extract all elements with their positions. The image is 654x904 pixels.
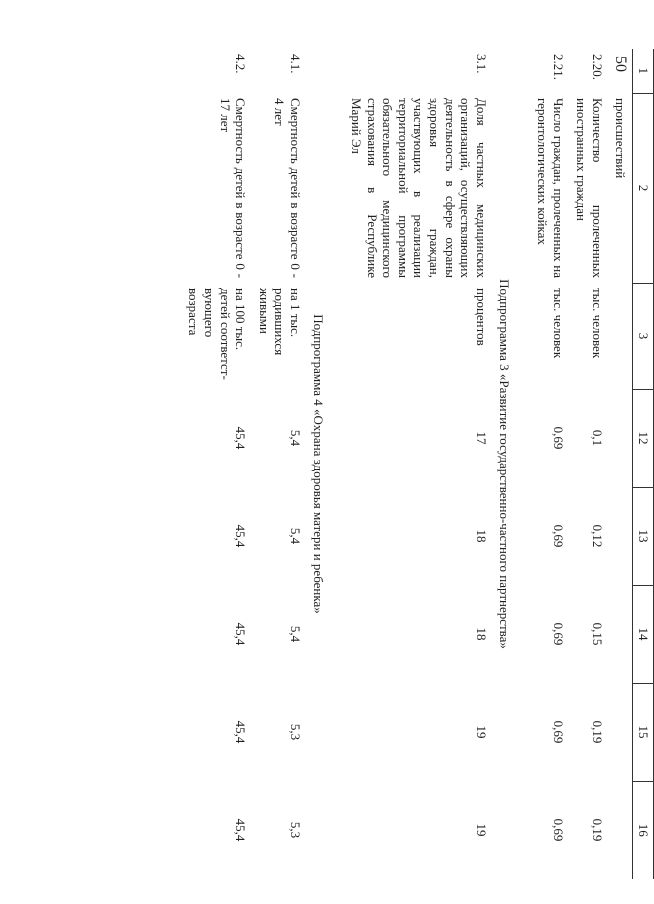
indicators-table (168, 49, 654, 879)
value-col-12: 45,4 (233, 426, 249, 450)
indicator-name: Доля частных медицинских организаций, осуществляющих деятельность в сфере охраны здоровья граждан, участвующих в реализации территориальной программы обязательного медицинского страхования в Республике Марий Эл (349, 98, 489, 278)
column-header: 14 (633, 585, 654, 683)
indicator-name: Количество пролеченных иностранных граждан (574, 98, 605, 278)
unit-of-measure: на 100 тыс. детей соответст-вующего возраста (186, 288, 249, 380)
value-col-13: 0,69 (550, 524, 566, 548)
column-header: 3 (633, 283, 654, 389)
column-header: 13 (633, 487, 654, 585)
value-col-14: 0,15 (589, 622, 605, 646)
value-col-12: 0,1 (589, 429, 605, 447)
value-col-15: 0,69 (550, 720, 566, 744)
value-col-13: 18 (473, 529, 489, 543)
value-col-16: 0,69 (550, 818, 566, 842)
column-header: 12 (633, 389, 654, 487)
column-header: 15 (633, 683, 654, 781)
value-col-14: 45,4 (233, 622, 249, 646)
unit-of-measure: тыс. человек (589, 288, 605, 359)
value-col-14: 18 (473, 627, 489, 641)
rotated-table-container (124, 49, 654, 879)
section-row (493, 49, 517, 879)
value-col-15: 0,19 (589, 720, 605, 744)
value-col-16: 45,4 (233, 818, 249, 842)
value-col-14: 0,69 (550, 622, 566, 646)
page-number: 50 (612, 56, 629, 72)
row-number: 3.1. (473, 54, 489, 74)
indicator-name: Смертность детей в возрасте 0 - 4 лет (272, 98, 303, 278)
indicator-name: Число граждан, пролеченных на геронтологических койках (535, 98, 566, 278)
column-header: 16 (633, 781, 654, 879)
table-row (345, 49, 493, 879)
subprogram-4-heading: Подпрограмма 4 «Охрана здоровья матери и ребенка» (311, 314, 327, 614)
row-number: 4.1. (287, 54, 303, 74)
section-row (307, 49, 331, 879)
value-col-15: 5,3 (287, 723, 303, 741)
value-col-16: 0,19 (589, 818, 605, 842)
value-col-16: 19 (473, 823, 489, 837)
row-number: 2.20. (589, 54, 605, 80)
subprogram-3-heading: Подпрограмма 3 «Развитие государственно-частного партнерства» (497, 279, 513, 649)
unit-of-measure: тыс. человек (550, 288, 566, 359)
value-col-15: 19 (473, 725, 489, 739)
value-col-16: 5,3 (287, 821, 303, 839)
column-header: 2 (633, 93, 654, 283)
value-col-12: 0,69 (550, 426, 566, 450)
value-col-13: 0,12 (589, 524, 605, 548)
value-col-13: 5,4 (287, 527, 303, 545)
value-col-13: 45,4 (233, 524, 249, 548)
unit-of-measure: на 1 тыс. родившихся живыми (256, 288, 303, 356)
value-col-12: 5,4 (287, 429, 303, 447)
table-row (570, 49, 609, 879)
column-header: 1 (633, 49, 654, 93)
value-col-14: 5,4 (287, 625, 303, 643)
table-row (530, 49, 569, 879)
value-col-15: 45,4 (233, 720, 249, 744)
unit-of-measure: процентов (473, 288, 489, 346)
table-row (182, 49, 252, 879)
continuation-text: происшествий (613, 98, 629, 179)
value-col-12: 17 (473, 431, 489, 445)
table-header-row (633, 49, 654, 879)
indicator-name: Смертность детей в возрасте 0 - 17 лет (217, 98, 249, 278)
row-number: 2.21. (550, 54, 566, 80)
continuation-row (609, 49, 633, 879)
table-row (252, 49, 307, 879)
row-number: 4.2. (233, 54, 249, 74)
